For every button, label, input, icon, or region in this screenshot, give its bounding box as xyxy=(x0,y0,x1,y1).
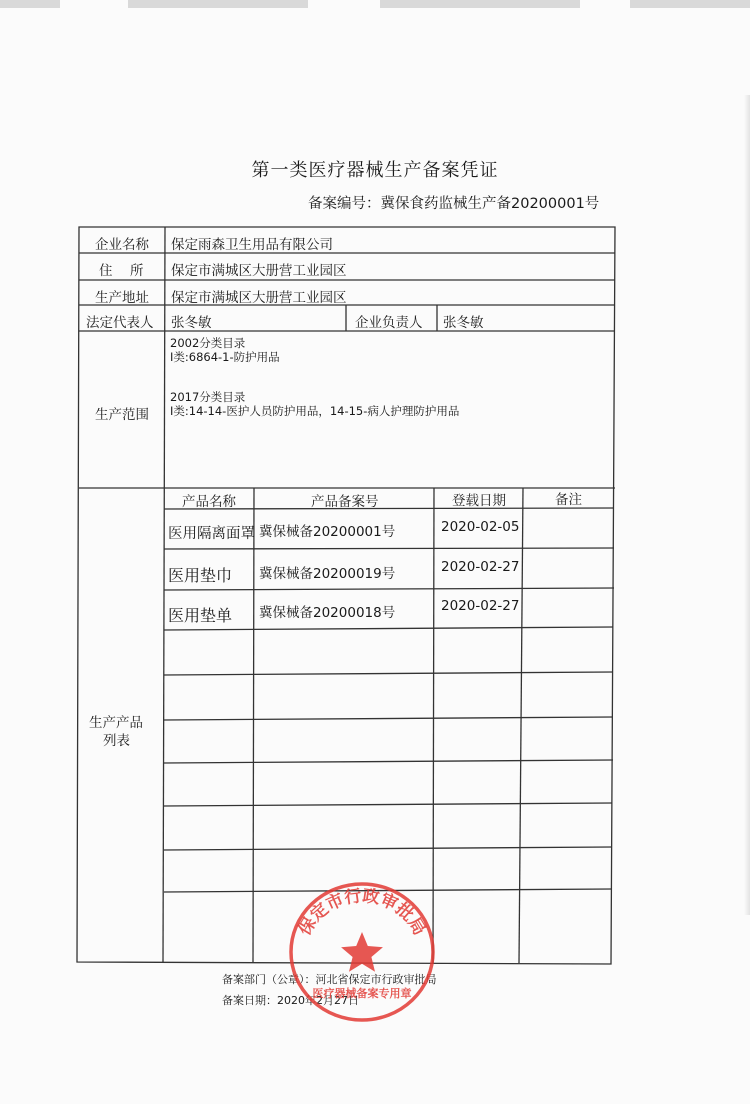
filing-date-value: 2020年2月27日 xyxy=(277,994,359,1007)
scope-line-2002: Ⅰ类:6864-1-防护用品 xyxy=(170,350,280,364)
enterprise-name: 保定雨森卫生用品有限公司 xyxy=(171,237,333,253)
header-product-name: 产品名称 xyxy=(182,494,236,510)
product-name: 医用隔离面罩 xyxy=(168,526,255,542)
official-seal xyxy=(286,880,438,1025)
products-label-line2: 列表 xyxy=(103,733,130,749)
filing-department-value: 河北省保定市行政审批局 xyxy=(315,973,437,986)
production-address: 保定市满城区大册营工业园区 xyxy=(171,290,347,306)
product-name: 医用垫单 xyxy=(168,606,233,625)
product-date: 2020-02-05 xyxy=(441,519,520,535)
seal-bottom-text: 医疗器械备案专用章 xyxy=(312,987,412,1000)
product-filing-no: 冀保械备20200019号 xyxy=(259,566,396,582)
scope-label: 生产范围 xyxy=(95,407,149,423)
residence: 保定市满城区大册营工业园区 xyxy=(171,263,347,279)
file-number-label: 备案编号： xyxy=(308,196,381,212)
product-filing-no: 冀保械备20200001号 xyxy=(259,524,396,540)
product-filing-no: 冀保械备20200018号 xyxy=(259,605,396,621)
principal-label: 企业负责人 xyxy=(355,315,423,331)
seal-arc-text: 保定市行政审批局 xyxy=(294,886,430,940)
filing-date-label: 备案日期： xyxy=(222,994,277,1007)
star-icon xyxy=(341,932,383,972)
production-address-label: 生产地址 xyxy=(95,290,149,306)
header-remark: 备注 xyxy=(555,492,582,508)
products-label-line1: 生产产品 xyxy=(89,715,143,731)
scope-line-2017: Ⅰ类:14-14-医护人员防护用品，14-15-病人护理防护用品 xyxy=(170,404,460,418)
document-title: 第一类医疗器械生产备案凭证 xyxy=(251,160,499,181)
svg-text:保定市行政审批局 xyxy=(294,885,429,939)
legal-rep: 张冬敏 xyxy=(171,315,212,331)
filing-department-label: 备案部门（公章）： xyxy=(222,973,316,986)
header-date: 登载日期 xyxy=(452,493,506,509)
scope-catalog-2017: 2017分类目录 xyxy=(170,390,246,404)
product-name: 医用垫巾 xyxy=(168,566,233,585)
legal-rep-label: 法定代表人 xyxy=(86,315,154,331)
header-filing-no: 产品备案号 xyxy=(311,494,379,510)
file-number-value: 冀保食药监械生产备20200001号 xyxy=(380,196,600,212)
enterprise-name-label: 企业名称 xyxy=(95,237,149,253)
scope-catalog-2002: 2002分类目录 xyxy=(170,336,246,350)
product-date: 2020-02-27 xyxy=(441,598,520,614)
principal: 张冬敏 xyxy=(443,315,484,331)
residence-label: 住 所 xyxy=(99,263,146,279)
product-date: 2020-02-27 xyxy=(441,559,520,575)
